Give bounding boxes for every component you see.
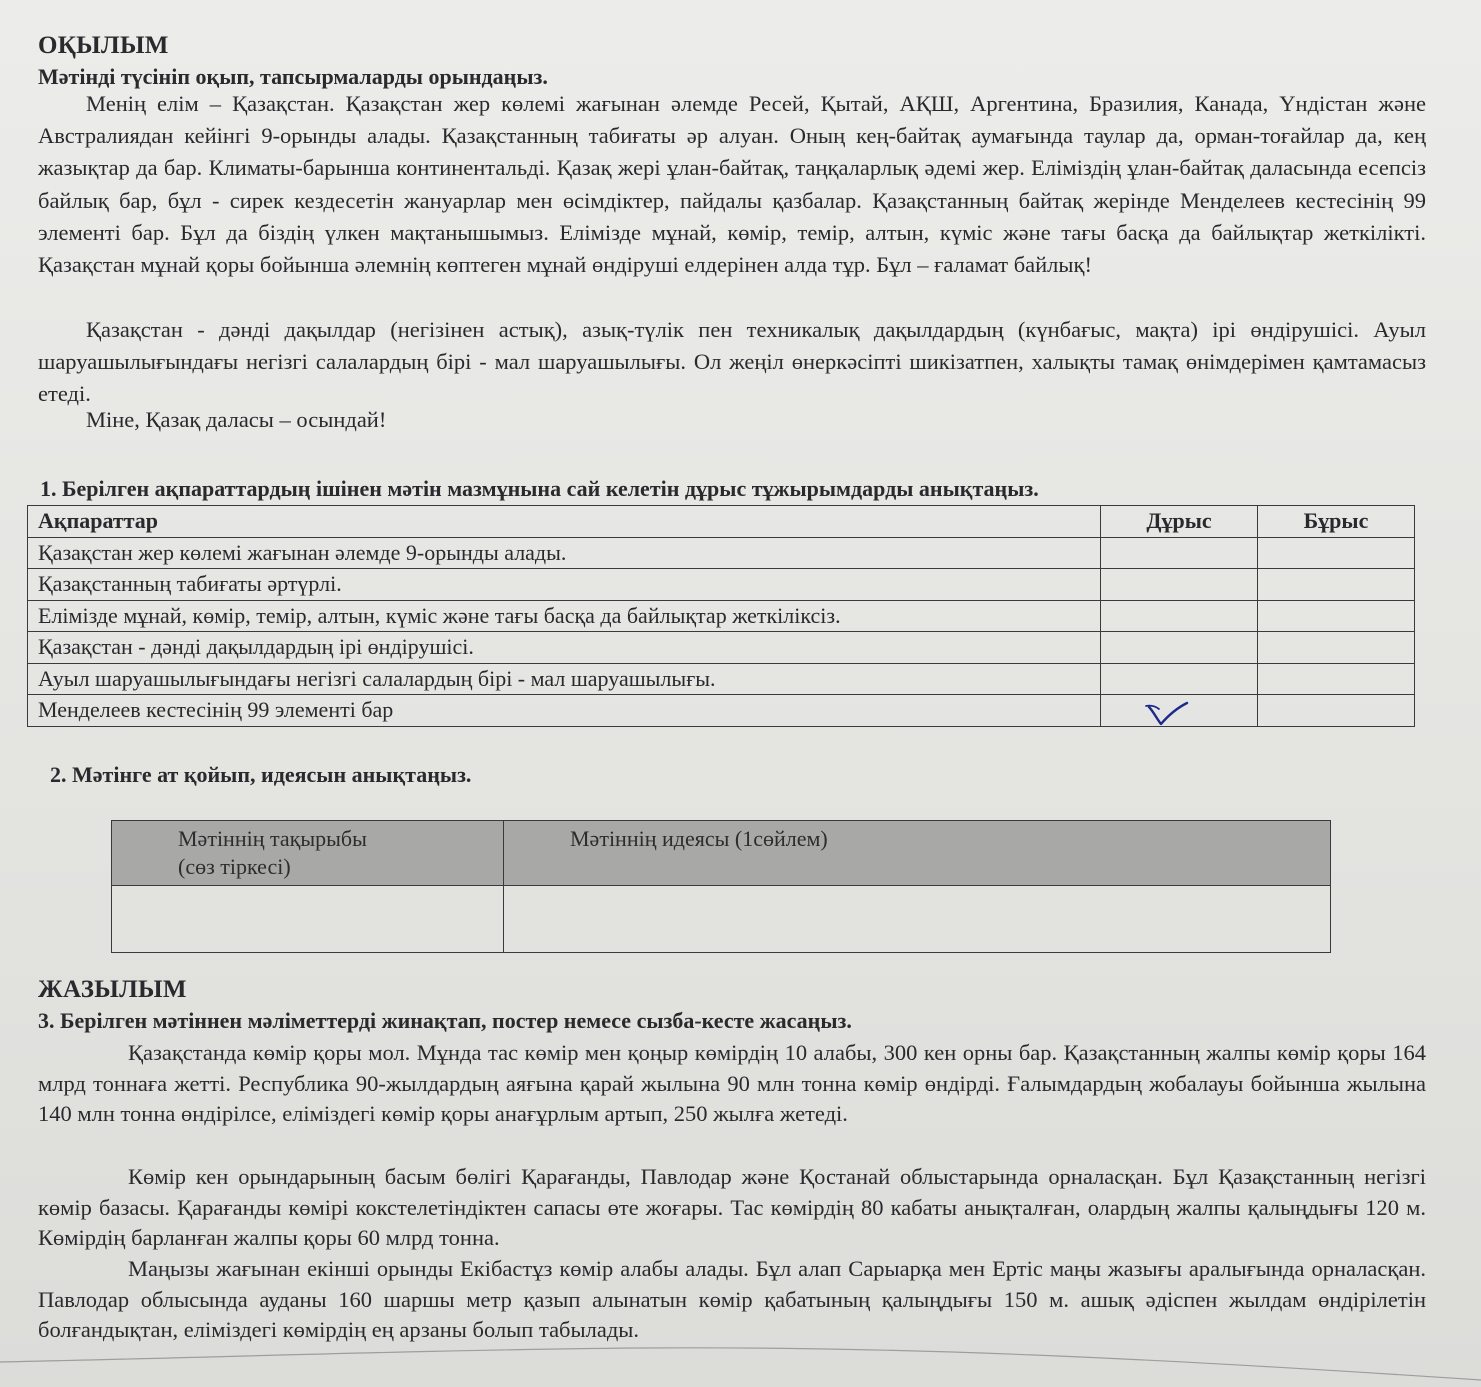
- header-wrong: Бұрыс: [1258, 506, 1415, 538]
- handwritten-check-icon: [1143, 697, 1193, 727]
- wrong-checkbox-cell[interactable]: [1258, 663, 1415, 695]
- correct-checkbox-cell[interactable]: [1101, 537, 1258, 569]
- writing-paragraph-1: Қазақстанда көмір қоры мол. Мұнда тас көмір мен қоңыр көмірдің 10 алабы, 300 кен орны бар. Қазақстанның жалпы көмір қоры 164 млрд тоннаға жетті. Республика 90-жылдардың аяғына қарай жылына 90 млн тонна көмір өндірді. Ғалымдардың жобалауы бойынша жылына 140 млн тонна өндірілсе, еліміздегі көмір қоры анағұрлым артып, 250 жылға жетеді.: [38, 1040, 1426, 1126]
- task2-header-row: [112, 821, 1331, 886]
- statement-cell: Елімізде мұнай, көмір, темір, алтын, күміс және тағы басқа да байлықтар жеткіліксіз.: [28, 600, 1101, 632]
- writing-paragraph-2: Көмір кен орындарының басым бөлігі Қарағанды, Павлодар және Қостанай облыстарында орналасқан. Бұл Қазақстанның негізгі көмір базасы. Қарағанды көмірі кокстелетіндіктен сапасы өте жоғары. Тас көмірдің 80 кабаты анықталған, олардың жалпы қалыңдығы 120 м. Көмірдің барланған жалпы қоры 60 млрд тонна.: [38, 1164, 1426, 1250]
- wrong-checkbox-cell[interactable]: [1258, 569, 1415, 601]
- writing-paragraph-3: Маңызы жағынан екінші орынды Екібастұз көмір алабы алады. Бұл алап Сарыарқа мен Ертіс маңы жазығы аралығында орналасқан. Павлодар облысында ауданы 160 шаршы метр қазып алынатын көмір қабатының қалыңдығы 150 м. ашық әдіспен жылдам өндірілетін болғандықтан, еліміздегі көмірдің ең арзаны болып табылады.: [38, 1256, 1426, 1342]
- reading-paragraph-2: Қазақстан - дәнді дақылдар (негізінен астық), азық-түлік пен техникалық дақылдардың (күнбағыс, мақта) ірі өндірушісі. Ауыл шаруашылығындағы негізгі салалардың бірі - мал шаруашылығы. Ол жеңіл өнеркәсіпті шикізатпен, халықты тамақ өнімдерімен қамтамасыз етеді.: [38, 317, 1426, 407]
- header-idea-column: Мәтіннің идеясы (1сөйлем): [504, 821, 1331, 886]
- wrong-checkbox-cell[interactable]: [1258, 695, 1415, 727]
- writing-heading: ЖАЗЫЛЫМ: [38, 976, 187, 1003]
- task2-table: [111, 820, 1331, 953]
- table-row: [28, 632, 1415, 664]
- table-row: [28, 663, 1415, 695]
- wrong-checkbox-cell[interactable]: [1258, 632, 1415, 664]
- statement-cell: Менделеев кестесінің 99 элементі бар: [28, 695, 1101, 727]
- table-row: [28, 537, 1415, 569]
- statement-cell: Ауыл шаруашылығындағы негізгі салалардың бірі - мал шаруашылығы.: [28, 663, 1101, 695]
- statement-cell: Қазақстан - дәнді дақылдардың ірі өндірушісі.: [28, 632, 1101, 664]
- table-row: [28, 695, 1415, 727]
- task2-title: 2. Мәтінге ат қойып, идеясын анықтаңыз.: [50, 762, 472, 787]
- header-correct: Дұрыс: [1101, 506, 1258, 538]
- task1-header-row: [28, 506, 1415, 538]
- wrong-checkbox-cell[interactable]: [1258, 537, 1415, 569]
- pencil-scribble: [0, 1340, 1481, 1387]
- wrong-checkbox-cell[interactable]: [1258, 600, 1415, 632]
- reading-instruction: Мәтінді түсініп оқып, тапсырмаларды орындаңыз.: [38, 64, 548, 89]
- task1-table: [27, 505, 1415, 727]
- correct-checkbox-cell[interactable]: [1101, 695, 1258, 727]
- header-title-column: [112, 821, 504, 886]
- correct-checkbox-cell[interactable]: [1101, 600, 1258, 632]
- header-title-line-1: Мәтіннің тақырыбы: [178, 826, 367, 851]
- reading-paragraph-1: Менің елім – Қазақстан. Қазақстан жер көлемі жағынан әлемде Ресей, Қытай, АҚШ, Аргентина, Бразилия, Канада, Үндістан және Австралиядан кейінгі 9-орынды алады. Қазақстанның табиғаты әр алуан. Оның кең-байтақ аумағында таулар да, орман-тоғайлар да, кең жазықтар да бар. Климаты-барынша континентальді. Қазақ жері ұлан-байтақ, таңқаларлық әдемі жер. Еліміздің ұлан-байтақ даласында есепсіз байлық бар, бұл - сирек кездесетін жануарлар мен өсімдіктер, пайдалы қазбалар. Қазақстанның байтақ жерінде Менделеев кестесінің 99 элементі бар. Бұл да біздің үлкен мақтанышымыз. Елімізде мұнай, көмір, темір, алтын, күміс және тағы басқа да байлықтар жеткілікті. Қазақстан мұнай қоры бойынша әлемнің көптеген мұнай өндіруші елдерінен алда тұр. Бұл – ғаламат байлық!: [38, 91, 1426, 278]
- correct-checkbox-cell[interactable]: [1101, 632, 1258, 664]
- statement-cell: Қазақстан жер көлемі жағынан әлемде 9-орынды алады.: [28, 537, 1101, 569]
- writing-instruction: 3. Берілген мәтіннен мәліметтерді жинақтап, постер немесе сызба-кесте жасаңыз.: [38, 1008, 852, 1033]
- title-answer-cell[interactable]: [112, 886, 504, 953]
- task2-answer-row: [112, 886, 1331, 953]
- correct-checkbox-cell[interactable]: [1101, 663, 1258, 695]
- task1-title: 1. Берілген ақпараттардың ішінен мәтін мазмұнына сай келетін дұрыс тұжырымдарды анықтаңыз.: [40, 476, 1039, 501]
- correct-checkbox-cell[interactable]: [1101, 569, 1258, 601]
- table-row: [28, 600, 1415, 632]
- idea-answer-cell[interactable]: [504, 886, 1331, 953]
- reading-paragraph-3: Міне, Қазақ даласы – осындай!: [86, 407, 387, 432]
- header-title-line-2: (сөз тіркесі): [178, 854, 291, 879]
- reading-heading: ОҚЫЛЫМ: [38, 32, 169, 59]
- statement-cell: Қазақстанның табиғаты әртүрлі.: [28, 569, 1101, 601]
- table-row: [28, 569, 1415, 601]
- header-info: Ақпараттар: [28, 506, 1101, 538]
